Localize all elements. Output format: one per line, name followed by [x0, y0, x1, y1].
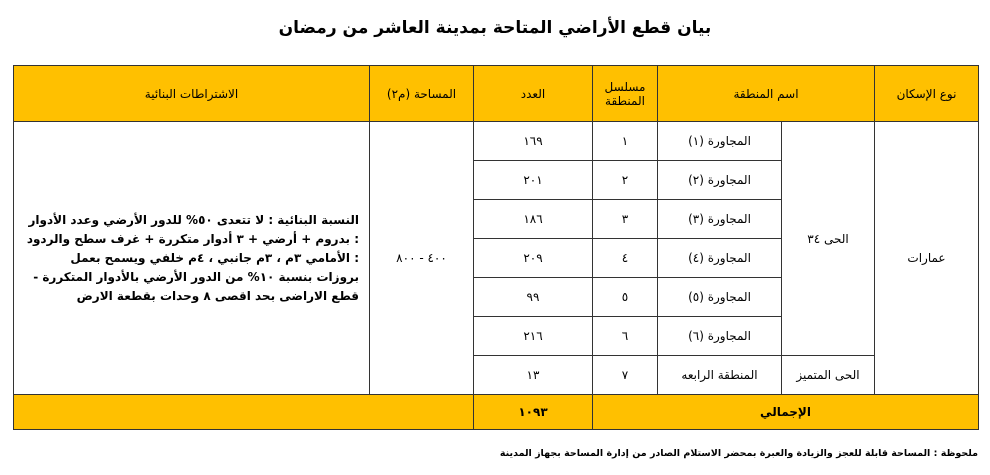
zone-cell: المجاورة (٦) — [658, 317, 782, 356]
zone-cell: المجاورة (٣) — [658, 200, 782, 239]
total-empty-cell — [14, 395, 474, 430]
count-cell: ١٨٦ — [474, 200, 593, 239]
district-cell: الحى ٣٤ — [782, 122, 875, 356]
count-cell: ١٦٩ — [474, 122, 593, 161]
serial-cell: ٦ — [593, 317, 658, 356]
serial-cell: ٤ — [593, 239, 658, 278]
serial-cell: ٥ — [593, 278, 658, 317]
count-cell: ٢١٦ — [474, 317, 593, 356]
header-zone-serial: مسلسل المنطقة — [593, 66, 658, 122]
header-conditions: الاشتراطات البنائية — [14, 66, 370, 122]
page-title: بيان قطع الأراضي المتاحة بمدينة العاشر من رمضان — [278, 18, 712, 38]
header-count: العدد — [474, 66, 593, 122]
zone-cell: المجاورة (٢) — [658, 161, 782, 200]
header-housing-type: نوع الإسكان — [875, 66, 979, 122]
housing-type-cell: عمارات — [875, 122, 979, 395]
header-area: المساحة (م٢) — [370, 66, 474, 122]
serial-cell: ٢ — [593, 161, 658, 200]
serial-cell: ٣ — [593, 200, 658, 239]
conditions-cell: النسبة البنائية : لا تتعدى ٥٠% للدور الأرضي وعدد الأدوار : بدروم + أرضي + ٣ أدوار متكررة + غرف سطح والردود : الأمامي ٣م ، ٣م جانبي ، ٤م خلفي ويسمح بعمل بروزات بنسبة ١٠% من الدور الأرضي بالأدوار المتكررة - قطع الاراضى بحد اقصى ٨ وحدات بقطعة الارض — [14, 122, 370, 395]
zone-cell: المجاورة (٥) — [658, 278, 782, 317]
count-cell: ١٣ — [474, 356, 593, 395]
zone-cell: المجاورة (١) — [658, 122, 782, 161]
total-value: ١٠٩٣ — [474, 395, 593, 430]
zone-cell: المنطقة الرابعه — [658, 356, 782, 395]
area-cell: ٤٠٠ - ٨٠٠ — [370, 122, 474, 395]
count-cell: ٢٠١ — [474, 161, 593, 200]
count-cell: ٢٠٩ — [474, 239, 593, 278]
total-label: الإجمالي — [593, 395, 979, 430]
count-cell: ٩٩ — [474, 278, 593, 317]
serial-cell: ٧ — [593, 356, 658, 395]
zone-cell: المجاورة (٤) — [658, 239, 782, 278]
serial-cell: ١ — [593, 122, 658, 161]
header-zone-name: اسم المنطقة — [658, 66, 875, 122]
footnote: ملحوظة : المساحة قابلة للعجز والزيادة والعبرة بمحضر الاستلام الصادر من إدارة المساحة بجهاز المدينة — [499, 448, 978, 459]
district-cell: الحى المتميز — [782, 356, 875, 395]
land-plots-table — [13, 65, 979, 430]
